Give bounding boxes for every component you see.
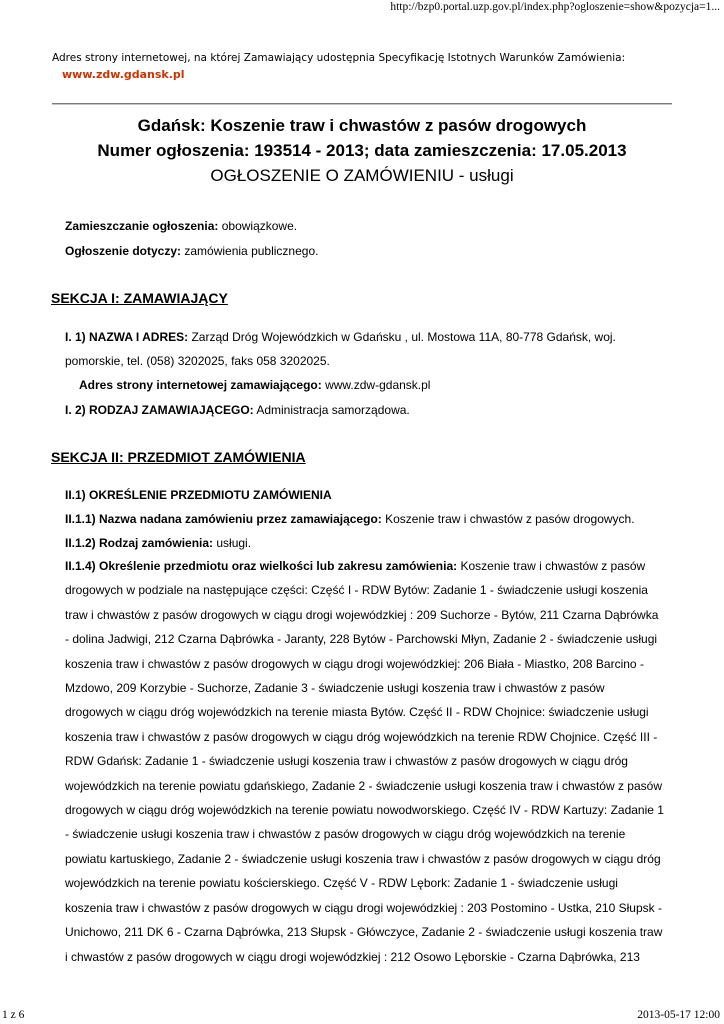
print-header-url: http://bzp0.portal.uzp.gov.pl/index.php?ogloszenie=show&pozycja=1... bbox=[390, 1, 720, 13]
order-description-line: koszenia traw i chwastów z pasów drogowych w ciągu drogi wojewódzkiej : 203 Postomino - Ustka, 210 Słupsk - bbox=[65, 900, 662, 915]
announcement-type: OGŁOSZENIE O ZAMÓWIENIU - usługi bbox=[210, 166, 514, 185]
order-description-line: drogowych w ciągu dróg wojewódzkich na terenie miasta Bytów. Część II - RDW Chojnice: świadczenie usługi bbox=[65, 705, 649, 720]
order-description-line: koszenia traw i chwastów z pasów drogowych w ciągu drogi wojewódzkiej: 206 Biała - Miastko, 208 Barcino - bbox=[65, 656, 644, 671]
contracting-name-label: I. 1) NAZWA I ADRES: bbox=[65, 330, 189, 344]
print-datetime: 2013-05-17 12:00 bbox=[637, 1009, 720, 1021]
contracting-type-row bbox=[65, 403, 410, 417]
order-kind-label: II.1.2) Rodzaj zamówienia: bbox=[65, 536, 214, 550]
order-description-first: Koszenie traw i chwastów z pasów bbox=[457, 559, 646, 573]
placement-label: Zamieszczanie ogłoszenia: bbox=[65, 219, 219, 233]
order-description-line: traw i chwastów z pasów drogowych w ciągu drogi wojewódzkiej : 209 Suchorze - Bytów, 211 Czarna Dąbrówka bbox=[65, 607, 659, 622]
contracting-name-row bbox=[65, 330, 616, 344]
page-counter: 1 z 6 bbox=[2, 1009, 25, 1021]
concerns-row bbox=[65, 244, 318, 258]
order-kind-value: usługi. bbox=[213, 536, 252, 550]
section-2-heading: SEKCJA II: PRZEDMIOT ZAMÓWIENIA bbox=[51, 449, 306, 465]
order-description-line: - dolina Jadwigi, 212 Czarna Dąbrówka - Jaranty, 228 Bytów - Parchowski Młyn, Zadanie 2 - świadczenie usługi bbox=[65, 632, 658, 647]
order-description-line: drogowych w podziale na następujące części: Część I - RDW Bytów: Zadanie 1 - świadczenie usługi koszenia bbox=[65, 583, 648, 598]
placement-row bbox=[65, 219, 297, 233]
order-description-line: powiatu kartuskiego, Zadanie 2 - świadczenie usługi koszenia traw i chwastów z pasów drogowych w ciągu dróg bbox=[65, 851, 661, 866]
placement-value: obowiązkowe. bbox=[218, 219, 298, 233]
contracting-name-value: Zarząd Dróg Wojewódzkich w Gdańsku , ul. Mostowa 11A, 80-778 Gdańsk, woj. bbox=[188, 330, 616, 344]
order-kind-row bbox=[65, 536, 251, 550]
announcement-number: Numer ogłoszenia: 193514 - 2013; data zamieszczenia: 17.05.2013 bbox=[97, 141, 627, 160]
order-name-row bbox=[65, 512, 635, 526]
order-description-line: i chwastów z pasów drogowych w ciągu drogi wojewódzkiej : 212 Osowo Lęborskie - Czarna Dąbrówka, 213 bbox=[65, 949, 640, 964]
order-description bbox=[65, 554, 675, 969]
order-name-value: Koszenie traw i chwastów z pasów drogowych. bbox=[381, 512, 635, 526]
subject-subheading bbox=[65, 488, 332, 502]
header-divider bbox=[52, 103, 672, 105]
order-description-line: RDW Gdańsk: Zadanie 1 - świadczenie usługi koszenia traw i chwastów z pasów drogowych w ciągu dróg bbox=[65, 754, 628, 769]
concerns-label: Ogłoszenie dotyczy: bbox=[65, 244, 182, 258]
order-description-line: Mzdowo, 209 Korzybie - Suchorze, Zadanie 3 - świadczenie usługi koszenia traw i chwastów z pasów bbox=[65, 681, 605, 696]
concerns-value: zamówienia publicznego. bbox=[181, 244, 319, 258]
subject-subheading-text: II.1) OKREŚLENIE PRZEDMIOTU ZAMÓWIENIA bbox=[65, 488, 332, 502]
contracting-web-row bbox=[79, 378, 430, 392]
order-description-line: wojewódzkich na terenie powiatu gdańskiego, Zadanie 2 - świadczenie usługi koszenia traw i chwastów z pasów bbox=[65, 778, 662, 793]
siwz-link[interactable]: www.zdw.gdansk.pl bbox=[62, 68, 185, 81]
page-title: Gdańsk: Koszenie traw i chwastów z pasów drogowych bbox=[137, 116, 587, 135]
order-description-line: drogowych w ciągu dróg wojewódzkich na terenie powiatu nowodworskiego. Część IV - RDW Kartuzy: Zadanie 1 bbox=[65, 803, 664, 818]
order-description-first-line bbox=[65, 554, 675, 578]
order-description-line: - świadczenie usługi koszenia traw i chwastów z pasów drogowych w ciągu dróg wojewódzkich na terenie bbox=[65, 827, 626, 842]
order-description-line: koszenia traw i chwastów z pasów drogowych w ciągu dróg wojewódzkich na terenie RDW Chojnice. Część III - bbox=[65, 729, 658, 744]
order-description-line: wojewódzkich na terenie powiatu kościerskiego. Część V - RDW Lębork: Zadanie 1 - świadczenie usługi bbox=[65, 876, 618, 891]
siwz-note: Adres strony internetowej, na której Zamawiający udostępnia Specyfikację Istotnych Warunków Zamówienia: bbox=[52, 52, 626, 64]
order-description-line: Unichowo, 211 DK 6 - Czarna Dąbrówka, 213 Słupsk - Główczyce, Zadanie 2 - świadczenie usługi koszenia traw bbox=[65, 925, 663, 940]
contracting-type-value: Administracja samorządowa. bbox=[253, 403, 410, 417]
contracting-web-value: www.zdw-gdansk.pl bbox=[321, 378, 431, 392]
order-name-label: II.1.1) Nazwa nadana zamówieniu przez zamawiającego: bbox=[65, 512, 382, 526]
section-1-heading: SEKCJA I: ZAMAWIAJĄCY bbox=[51, 290, 228, 306]
contracting-name-cont: pomorskie, tel. (058) 3202025, faks 058 3202025. bbox=[65, 354, 330, 368]
contracting-type-label: I. 2) RODZAJ ZAMAWIAJĄCEGO: bbox=[65, 403, 254, 417]
contracting-web-label: Adres strony internetowej zamawiającego: bbox=[79, 378, 322, 392]
order-description-label: II.1.4) Określenie przedmiotu oraz wielkości lub zakresu zamówienia: bbox=[65, 559, 458, 573]
